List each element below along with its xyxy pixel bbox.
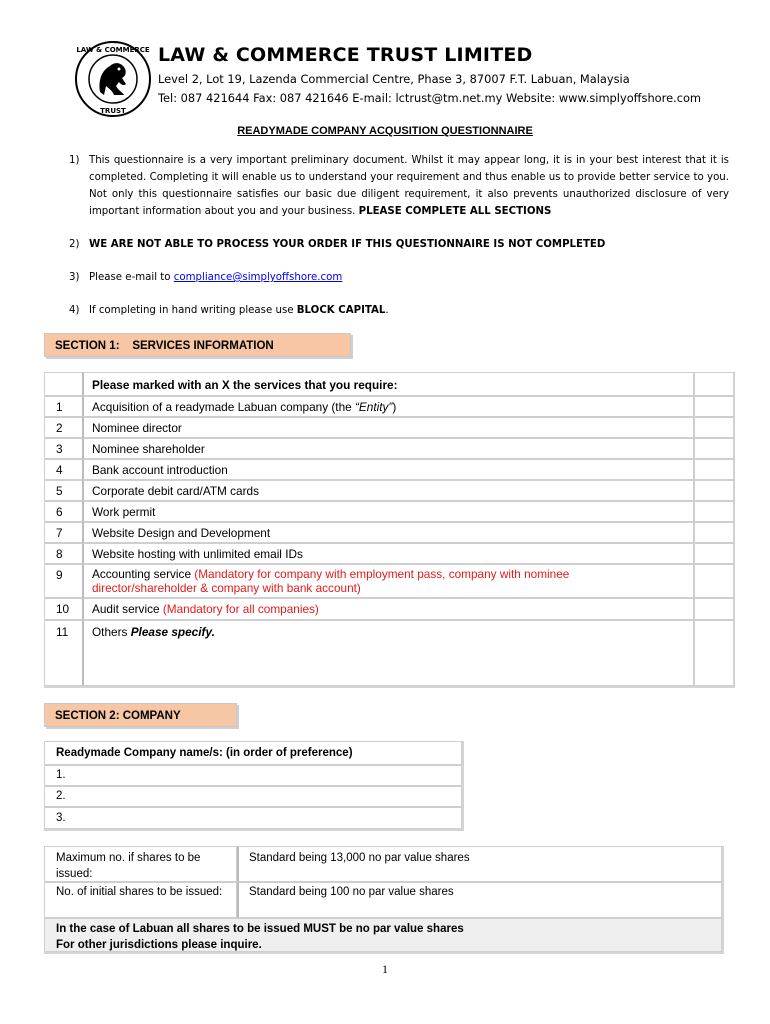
service-number: 5 [44, 480, 82, 501]
company-names-header: Readymade Company name/s: (in order of preference) [44, 741, 462, 765]
shares-note-line-1: In the case of Labuan all shares to be issued MUST be no par value shares [56, 923, 464, 935]
checkbox-cell[interactable] [694, 620, 735, 686]
intro-number: 3) [69, 272, 80, 283]
service-label-tail: ) [392, 400, 397, 414]
intro-point-4 [69, 302, 729, 319]
service-label: Nominee shareholder [82, 438, 694, 459]
company-contact: Tel: 087 421644 Fax: 087 421646 E-mail: lctrust@tm.net.my Website: www.simplyoffshore.com [158, 91, 702, 105]
service-label: Acquisition of a readymade Labuan company (the [92, 400, 355, 414]
checkbox-cell[interactable] [694, 543, 735, 564]
service-number: 3 [44, 438, 82, 459]
checkbox-cell[interactable] [694, 372, 735, 396]
page-number: 1 [382, 962, 388, 976]
svg-text:TRUST: TRUST [100, 107, 126, 115]
intro-bold: BLOCK CAPITAL [296, 305, 386, 316]
service-label: Corporate debit card/ATM cards [82, 480, 694, 501]
intro-bold: PLEASE COMPLETE ALL SECTIONS [358, 206, 552, 217]
service-number: 10 [44, 598, 82, 620]
checkbox-cell[interactable] [694, 417, 735, 438]
company-name-choice-2[interactable]: 2. [44, 786, 462, 807]
intro-tail: . [385, 305, 389, 316]
service-number: 8 [44, 543, 82, 564]
service-mandatory-note: (Mandatory for company with employment pass, company with nominee director/shareholder & company with bank account) [92, 567, 570, 595]
company-seal-logo [74, 40, 152, 118]
initial-shares-label: No. of initial shares to be issued: [44, 882, 237, 918]
service-number: 6 [44, 501, 82, 522]
service-number: 11 [44, 620, 82, 686]
intro-point-2 [69, 236, 729, 253]
max-shares-label: Maximum no. if shares to be issued: [44, 846, 237, 882]
svg-text:LAW & COMMERCE: LAW & COMMERCE [76, 46, 150, 54]
max-shares-value[interactable]: Standard being 13,000 no par value shares [237, 846, 722, 882]
service-mandatory-note: (Mandatory for all companies) [162, 602, 319, 616]
intro-number: 2) [69, 239, 80, 250]
intro-text: If completing in hand writing please use [89, 305, 297, 316]
document-title: READYMADE COMPANY ACQUSITION QUESTIONNAIRE [237, 125, 533, 137]
intro-text: Please e-mail to [89, 272, 174, 283]
checkbox-cell[interactable] [694, 501, 735, 522]
company-address: Level 2, Lot 19, Lazenda Commercial Centre, Phase 3, 87007 F.T. Labuan, Malaysia [158, 72, 630, 86]
intro-number: 4) [69, 305, 80, 316]
service-number: 4 [44, 459, 82, 480]
intro-point-3 [69, 269, 729, 286]
service-label: Website Design and Development [82, 522, 694, 543]
intro-text: This questionnaire is a very important preliminary document. Whilst it may appear long, it is in your best interest that it is completed. Completing it will enable us to understand your requirement and thus enable us to provide better service to you. Not only this questionnaire satisfies our basic due diligent requirement, it also prevents unauthorized disclosure of very important information about you and your business. [89, 155, 729, 217]
company-names-table [44, 741, 464, 831]
intro-bold: WE ARE NOT ABLE TO PROCESS YOUR ORDER IF THIS QUESTIONNAIRE IS NOT COMPLETED [89, 239, 606, 250]
shares-table [44, 846, 724, 954]
service-label: Nominee director [82, 417, 694, 438]
initial-shares-value[interactable]: Standard being 100 no par value shares [237, 882, 722, 918]
company-name-choice-1[interactable]: 1. [44, 765, 462, 786]
compliance-email-link[interactable]: compliance@simplyoffshore.com [173, 272, 343, 283]
checkbox-cell[interactable] [694, 598, 735, 620]
intro-number: 1) [69, 155, 80, 166]
service-label: Audit service [92, 602, 163, 616]
service-number: 9 [44, 564, 82, 598]
service-specify-label: Please specify. [130, 625, 215, 639]
checkbox-cell[interactable] [694, 459, 735, 480]
checkbox-cell[interactable] [694, 480, 735, 501]
service-label: Website hosting with unlimited email IDs [82, 543, 694, 564]
checkbox-cell[interactable] [694, 522, 735, 543]
service-label: Bank account introduction [82, 459, 694, 480]
service-label: Work permit [82, 501, 694, 522]
shares-note-line-2: For other jurisdictions please inquire. [56, 939, 262, 951]
company-name: LAW & COMMERCE TRUST LIMITED [158, 44, 533, 66]
shares-note [44, 918, 722, 952]
services-table [44, 372, 735, 688]
checkbox-cell[interactable] [694, 396, 735, 417]
intro-point-1 [69, 152, 729, 220]
service-number: 1 [44, 396, 82, 417]
section-2-header: SECTION 2: COMPANY [44, 703, 237, 727]
checkbox-cell[interactable] [694, 564, 735, 598]
service-label-italic: “Entity” [354, 400, 393, 414]
section-1-header: SECTION 1: SERVICES INFORMATION [44, 333, 351, 357]
checkbox-cell[interactable] [694, 438, 735, 459]
service-number: 2 [44, 417, 82, 438]
service-label: Others [92, 625, 131, 639]
service-label: Accounting service [92, 567, 195, 581]
service-number: 7 [44, 522, 82, 543]
services-header-text: Please marked with an X the services that you require: [82, 372, 694, 396]
company-name-choice-3[interactable]: 3. [44, 807, 462, 829]
